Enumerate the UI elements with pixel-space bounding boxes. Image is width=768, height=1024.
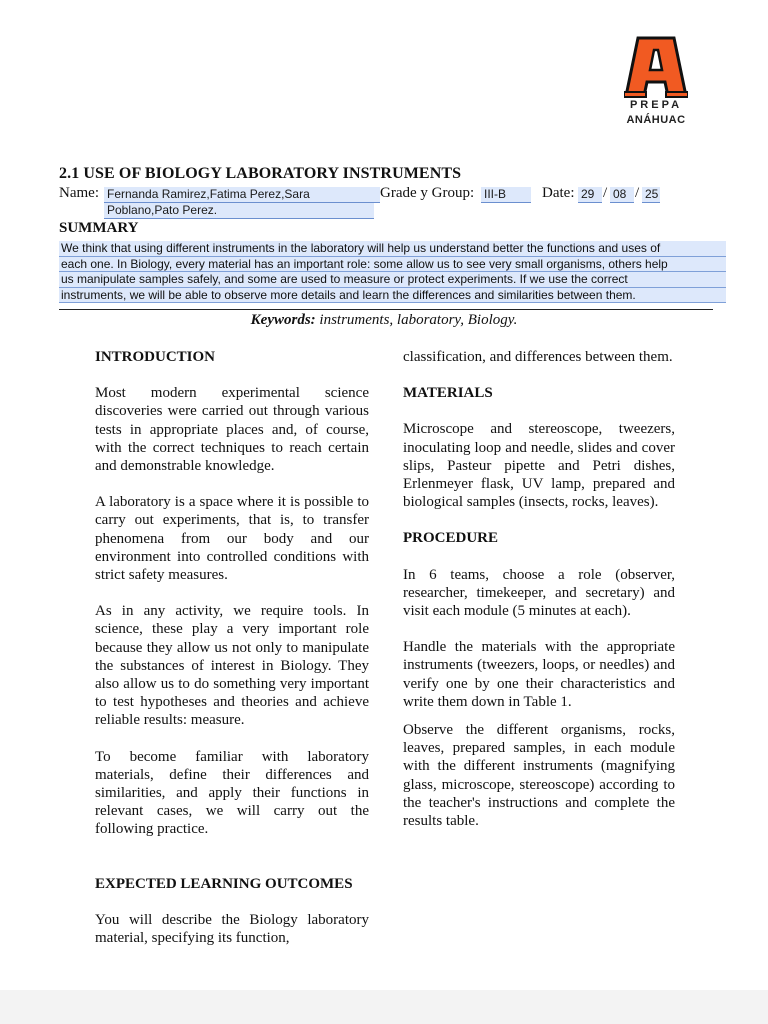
summary-line: We think that using different instruments in the laboratory will help us understand better the functions and uses of xyxy=(59,241,726,257)
date-separator-2: / xyxy=(635,185,640,201)
procedure-paragraph-1: In 6 teams, choose a role (observer, researcher, timekeeper, and secretary) and visit each module (5 minutes at each). xyxy=(403,566,675,620)
keywords-label: Keywords: xyxy=(250,312,316,328)
keywords-text: instruments, laboratory, Biology. xyxy=(315,312,518,328)
materials-heading: MATERIALS xyxy=(403,385,493,402)
grade-group-field[interactable]: III-B xyxy=(481,187,531,203)
name-label: Name: xyxy=(59,185,99,201)
summary-line: instruments, we will be able to observe more details and learn the differences and similarities between them. xyxy=(59,288,726,304)
learning-outcomes-heading: EXPECTED LEARNING OUTCOMES xyxy=(95,875,353,892)
logo-anahuac-text: ANÁHUAC xyxy=(626,114,686,126)
introduction-paragraph-4: To become familiar with laboratory materials, define their differences and similarities, and apply their functions in relevant cases, we will carry out the following practice. xyxy=(95,748,369,838)
materials-paragraph: Microscope and stereoscope, tweezers, inoculating loop and needle, slides and cover slips, Pasteur pipette and Petri dishes, Erlenmeyer flask, UV lamp, prepared and biological samples (insects, rocks, leaves). xyxy=(403,421,675,511)
left-column xyxy=(95,348,369,947)
summary-divider xyxy=(59,309,713,310)
grade-group-label: Grade y Group: xyxy=(380,185,475,201)
logo-prepa-text: PREPA xyxy=(629,99,683,111)
introduction-heading: INTRODUCTION xyxy=(95,349,216,365)
date-separator-1: / xyxy=(603,185,608,201)
continued-paragraph: classification, and differences between them. xyxy=(403,349,673,365)
summary-line: each one. In Biology, every material has an important role: some allow us to see very small organisms, others help xyxy=(59,257,726,273)
date-label: Date: xyxy=(542,185,575,201)
document-title: 2.1 USE OF BIOLOGY LABORATORY INSTRUMENTS xyxy=(59,165,462,182)
date-day-field[interactable]: 29 xyxy=(578,187,602,203)
page-bottom-margin xyxy=(0,990,768,1024)
summary-field[interactable] xyxy=(59,241,726,303)
introduction-paragraph-1: Most modern experimental science discoveries were carried out through various tests in appropriate places and, of course, with the correct techniques to reach certain and demonstrable knowledge. xyxy=(95,385,369,475)
summary-line: us manipulate samples safely, and some are used to measure or protect experiments. If we use the correct xyxy=(59,272,726,288)
letter-a-emblem xyxy=(624,36,688,98)
right-column xyxy=(403,348,675,830)
introduction-paragraph-3: As in any activity, we require tools. In science, these play a very important role because they allow us not only to manipulate the substances of interest in Biology. They also allow us to do something very important to test hypotheses and theories and achieve reliable results: measure. xyxy=(95,603,369,729)
name-field-line1[interactable]: Fernanda Ramirez,Fatima Perez,Sara xyxy=(104,187,380,203)
introduction-paragraph-2: A laboratory is a space where it is possible to carry out experiments, that is, to transfer phenomena from our body and our environment into controlled conditions with strict safety measures. xyxy=(95,494,369,584)
procedure-heading: PROCEDURE xyxy=(403,530,499,547)
name-field-line2[interactable]: Poblano,Pato Perez. xyxy=(104,203,374,219)
keywords-line xyxy=(0,312,768,329)
prepa-anahuac-logo xyxy=(618,36,694,132)
procedure-paragraph-2: Handle the materials with the appropriate instruments (tweezers, loops, or needles) and verify one by one their characteristics and write them down in Table 1. xyxy=(403,639,675,710)
date-month-field[interactable]: 08 xyxy=(610,187,634,203)
date-year-field[interactable]: 25 xyxy=(642,187,660,203)
procedure-paragraph-3: Observe the different organisms, rocks, leaves, prepared samples, in each module with the different instruments (magnifying glass, microscope, stereoscope) according to the teacher's instructions and complete the results table. xyxy=(403,722,675,830)
summary-heading: SUMMARY xyxy=(59,220,139,236)
learning-outcomes-paragraph: You will describe the Biology laboratory material, specifying its function, xyxy=(95,911,369,947)
